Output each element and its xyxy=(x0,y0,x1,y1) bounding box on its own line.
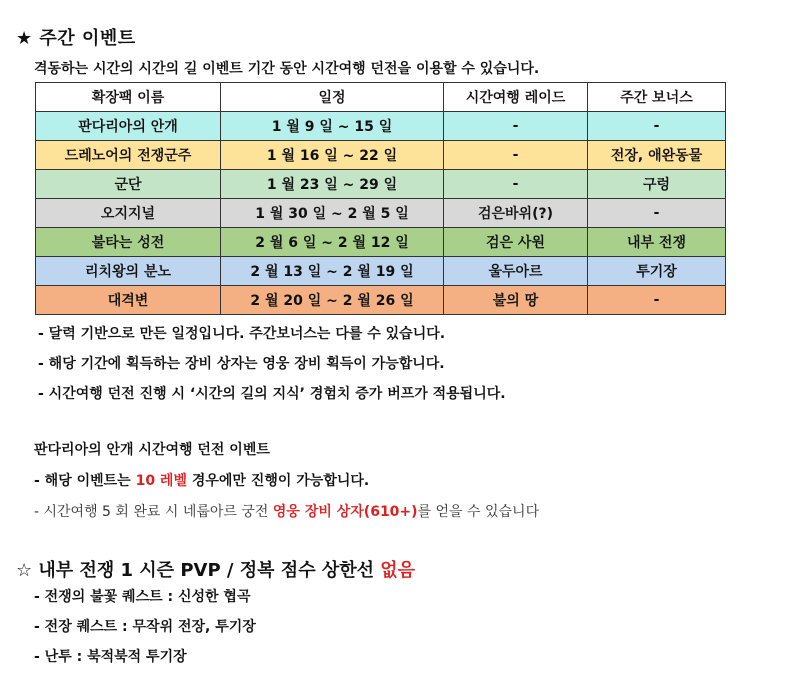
cell-bonus: - xyxy=(588,199,726,228)
header-schedule: 일정 xyxy=(221,83,444,112)
table-row xyxy=(36,112,726,141)
table-row xyxy=(36,199,726,228)
event-line-text: - 시간여행 5 회 완료 시 네룹아르 궁전 xyxy=(34,504,273,520)
table-row xyxy=(36,257,726,286)
list-item: - 난투 : 북적북적 투기장 xyxy=(34,649,187,665)
cell-bonus: 투기장 xyxy=(588,257,726,286)
pandaria-event-section xyxy=(34,438,539,531)
weekly-event-heading xyxy=(16,24,136,50)
level-highlight: 10 레벨 xyxy=(135,473,187,489)
cell-expansion: 오지지널 xyxy=(36,199,221,228)
no-cap-highlight: 없음 xyxy=(380,560,416,581)
cell-expansion: 드레노어의 전쟁군주 xyxy=(36,141,221,170)
cell-date: 1 월 16 일 ~ 22 일 xyxy=(221,141,444,170)
list-item: - 전장 퀘스트 : 무작위 전장, 투기장 xyxy=(34,619,256,635)
note-item: - 시간여행 던전 진행 시 ‘시간의 길의 지식’ 경험치 증가 버프가 적용됩니다. xyxy=(38,386,506,402)
cell-date: 1 월 30 일 ~ 2 월 5 일 xyxy=(221,199,444,228)
cell-date: 2 월 20 일 ~ 2 월 26 일 xyxy=(221,286,444,315)
cell-date: 2 월 6 일 ~ 2 월 12 일 xyxy=(221,228,444,257)
header-weekly-bonus: 주간 보너스 xyxy=(588,83,726,112)
header-timewalking-raid: 시간여행 레이드 xyxy=(444,83,588,112)
cell-raid: 불의 땅 xyxy=(444,286,588,315)
table-row xyxy=(36,228,726,257)
schedule-notes xyxy=(38,322,506,412)
filled-star-icon: ★ xyxy=(16,28,33,49)
table-row xyxy=(36,286,726,315)
cell-expansion: 대격변 xyxy=(36,286,221,315)
schedule-table xyxy=(35,82,726,315)
cell-expansion: 군단 xyxy=(36,170,221,199)
note-item: - 해당 기간에 획득하는 장비 상자는 영웅 장비 획득이 가능합니다. xyxy=(38,356,445,372)
event-line-text: 경우에만 진행이 가능합니다. xyxy=(186,473,370,489)
cell-bonus: 전장, 애완동물 xyxy=(588,141,726,170)
event-level-requirement xyxy=(34,469,539,500)
table-header-row xyxy=(36,83,726,112)
pvp-season-title: 내부 전쟁 1 시즌 PVP / 정복 점수 상한선 xyxy=(38,560,381,581)
cell-raid: - xyxy=(444,112,588,141)
event-line-text: 를 얻을 수 있습니다 xyxy=(417,504,540,520)
cell-expansion: 불타는 성전 xyxy=(36,228,221,257)
cell-date: 1 월 23 일 ~ 29 일 xyxy=(221,170,444,199)
cell-bonus: - xyxy=(588,286,726,315)
weekly-event-title: 주간 이벤트 xyxy=(39,28,136,49)
cell-bonus: 구렁 xyxy=(588,170,726,199)
cell-date: 1 월 9 일 ~ 15 일 xyxy=(221,112,444,141)
pvp-season-heading xyxy=(16,556,415,582)
outline-star-icon: ☆ xyxy=(16,560,33,581)
weekly-event-description: 격동하는 시간의 시간의 길 이벤트 기간 동안 시간여행 던전을 이용할 수 있습니다. xyxy=(34,61,540,77)
table-row xyxy=(36,141,726,170)
cell-bonus: - xyxy=(588,112,726,141)
header-expansion-name: 확장팩 이름 xyxy=(36,83,221,112)
cell-raid: 울두아르 xyxy=(444,257,588,286)
pvp-quest-list xyxy=(34,584,256,674)
pandaria-event-title: 판다리아의 안개 시간여행 던전 이벤트 xyxy=(34,442,270,458)
table-row xyxy=(36,170,726,199)
cell-raid: - xyxy=(444,170,588,199)
cell-raid: 검은바위(?) xyxy=(444,199,588,228)
list-item: - 전쟁의 불꽃 퀘스트 : 신성한 협곡 xyxy=(34,589,251,605)
cell-expansion: 리치왕의 분노 xyxy=(36,257,221,286)
cell-raid: 검은 사원 xyxy=(444,228,588,257)
cell-bonus: 내부 전쟁 xyxy=(588,228,726,257)
event-reward xyxy=(34,500,539,531)
reward-highlight: 영웅 장비 상자(610+) xyxy=(272,504,418,520)
cell-date: 2 월 13 일 ~ 2 월 19 일 xyxy=(221,257,444,286)
cell-expansion: 판다리아의 안개 xyxy=(36,112,221,141)
cell-raid: - xyxy=(444,141,588,170)
note-item: - 달력 기반으로 만든 일정입니다. 주간보너스는 다를 수 있습니다. xyxy=(38,326,446,342)
event-line-text: - 해당 이벤트는 xyxy=(34,473,136,489)
